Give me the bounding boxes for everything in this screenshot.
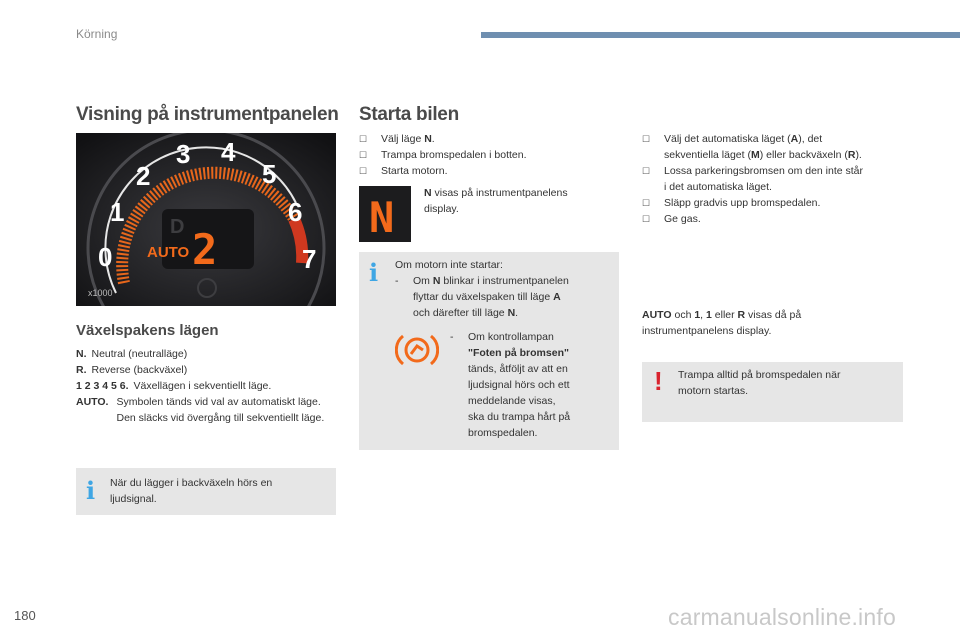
watermark: carmanualsonline.info	[668, 604, 896, 630]
info-box-not-starting	[359, 252, 619, 450]
n-display-image	[359, 186, 411, 242]
definition-row	[76, 394, 338, 426]
auto-indicator: AUTO	[147, 244, 190, 261]
gauge-number-5: 5	[262, 159, 277, 189]
definition-desc: Växellägen i sekventiellt läge.	[133, 380, 272, 392]
info-icon: i	[369, 258, 379, 287]
definition-term: N.	[76, 348, 87, 360]
list-item: ☐ Släpp gradvis upp bromspedalen.	[642, 197, 821, 209]
foot-on-brake-icon	[395, 332, 439, 368]
checkbox-icon: ☐	[642, 198, 651, 208]
definition-row	[76, 362, 338, 378]
gauge-number-1: 1	[110, 197, 125, 227]
left-title: Visning på instrumentpanelen	[76, 104, 339, 125]
instrument-cluster-image	[76, 133, 336, 306]
middle-title: Starta bilen	[359, 104, 459, 125]
gauge-number-6: 6	[288, 197, 303, 227]
info-text: När du lägger i backväxeln hörs en ljudsignal.	[110, 477, 273, 505]
definition-desc: Neutral (neutralläge)	[91, 348, 188, 360]
gauge-number-4: 4	[221, 137, 236, 167]
info-box-reverse	[76, 468, 336, 515]
list-item: ☐ Starta motorn.	[359, 165, 448, 177]
n-display-letter: N	[369, 193, 395, 242]
gauge-number-0: 0	[98, 242, 113, 272]
definition-term: AUTO.	[76, 396, 109, 408]
section-label: Körning	[76, 27, 118, 41]
left-subtitle: Växelspakens lägen	[76, 322, 219, 339]
gauge-number-2: 2	[136, 161, 151, 191]
gear-digit: 2	[192, 225, 218, 274]
rpm-scale-label: x1000	[88, 288, 113, 298]
list-item: ☐ Lossa parkeringsbromsen om den inte står i det automatiska läget.	[642, 165, 864, 193]
auto-display-note: AUTO och 1, 1 eller R visas då på instrumentpanelens display.	[642, 309, 802, 337]
info-text: Om motorn inte startar: - Om N blinkar i instrumentpanelen flyttar du växelspaken till läge A och därefter till läge N.	[395, 259, 569, 319]
list-item: ☐ Ge gas.	[642, 213, 701, 225]
gauge-number-3: 3	[176, 139, 191, 169]
checkbox-icon: ☐	[359, 134, 368, 144]
checkbox-icon: ☐	[359, 150, 368, 160]
page-number: 180	[14, 608, 36, 623]
checkbox-icon: ☐	[642, 134, 651, 144]
definition-term: 1 2 3 4 5 6.	[76, 380, 129, 392]
svg-text:D: D	[170, 216, 185, 238]
start-steps	[359, 131, 609, 179]
checkbox-icon: ☐	[642, 214, 651, 224]
definition-row	[76, 378, 338, 394]
checkbox-icon: ☐	[359, 166, 368, 176]
gauge-number-7: 7	[302, 244, 317, 274]
info-icon: i	[86, 476, 96, 505]
list-item: ☐ Trampa bromspedalen i botten.	[359, 149, 527, 161]
n-display-caption: N visas på instrumentpanelens display.	[424, 187, 568, 215]
definition-row	[76, 346, 338, 362]
gauge-illustration	[76, 133, 336, 306]
warning-icon: !	[654, 366, 663, 396]
list-item: ☐ Välj läge N.	[359, 133, 435, 145]
warning-text: Trampa alltid på bromspedalen när motorn startas.	[678, 369, 841, 397]
warning-box	[642, 362, 903, 422]
list-item: ☐ Välj det automatiska läget (A), det sekventiella läget (M) eller backväxeln (R).	[642, 133, 862, 161]
header-accent-bar	[481, 32, 960, 38]
info-text-lamp: - Om kontrollampan "Foten på bromsen" tänds, åtföljt av att en ljudsignal hörs och ett meddelande visas, ska du trampa hårt på bromspedalen.	[450, 331, 571, 439]
definition-desc: Symbolen tänds vid val av automatiskt läge. Den släcks vid övergång till sekventiellt läge.	[116, 396, 325, 424]
drive-steps	[642, 131, 907, 227]
definition-desc: Reverse (backväxel)	[91, 364, 188, 376]
checkbox-icon: ☐	[642, 166, 651, 176]
gear-definitions	[76, 346, 338, 426]
definition-term: R.	[76, 364, 87, 376]
